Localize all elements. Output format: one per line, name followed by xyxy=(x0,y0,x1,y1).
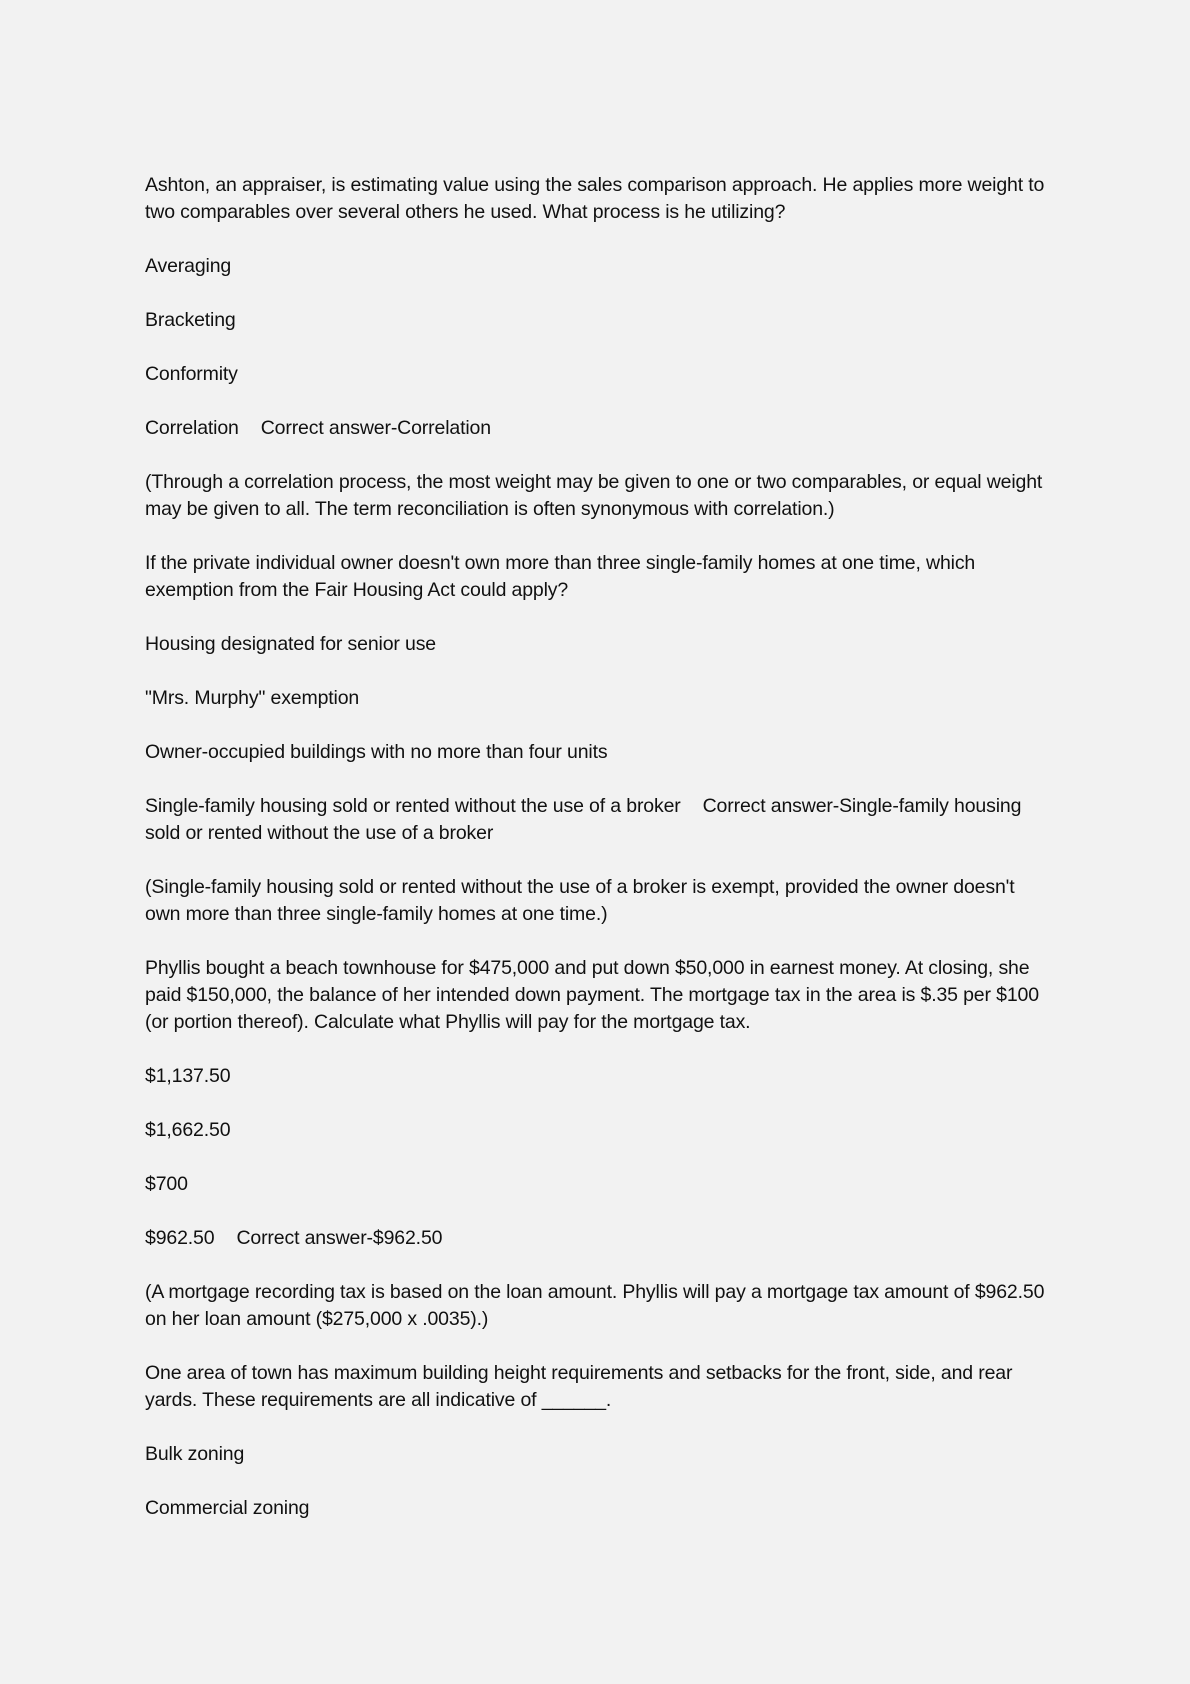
answer-option: Owner-occupied buildings with no more than four units xyxy=(145,741,608,763)
answer-option-text: $962.50 xyxy=(145,1227,215,1249)
answer-option: $700 xyxy=(145,1173,188,1195)
correct-answer-text: Correct answer-Single-family housing sold or rented without the use of a broker xyxy=(145,795,1022,844)
answer-option-text: Single-family housing sold or rented without the use of a broker xyxy=(145,795,681,817)
explanation-text: (Single-family housing sold or rented without the use of a broker is exempt, provided the owner doesn't own more than three single-family homes at one time.) xyxy=(145,876,1015,925)
answer-option: Conformity xyxy=(145,363,238,385)
question-text: One area of town has maximum building height requirements and setbacks for the front, side, and rear yards. These requirements are all indicative of ______. xyxy=(145,1362,1013,1411)
answer-option: Housing designated for senior use xyxy=(145,633,436,655)
correct-answer-line xyxy=(145,415,1045,442)
correct-answer-line xyxy=(145,1225,1045,1252)
question-text: Ashton, an appraiser, is estimating value using the sales comparison approach. He applies more weight to two comparables over several others he used. What process is he utilizing? xyxy=(145,174,1045,223)
answer-option: "Mrs. Murphy" exemption xyxy=(145,687,360,709)
answer-option: Commercial zoning xyxy=(145,1497,310,1519)
answer-option-text: Correlation xyxy=(145,417,239,439)
answer-option: $1,137.50 xyxy=(145,1065,231,1087)
correct-answer-text: Correct answer-$962.50 xyxy=(236,1227,443,1249)
correct-answer-text: Correct answer-Correlation xyxy=(260,417,491,439)
document-content xyxy=(145,172,1045,1549)
explanation-text: (Through a correlation process, the most weight may be given to one or two comparables, or equal weight may be given to all. The term reconciliation is often synonymous with correlation.) xyxy=(145,471,1043,520)
answer-option: Bulk zoning xyxy=(145,1443,245,1465)
question-text: Phyllis bought a beach townhouse for $475,000 and put down $50,000 in earnest money. At closing, she paid $150,000, the balance of her intended down payment. The mortgage tax in the area is $.35 per $100 (or portion thereof). Calculate what Phyllis will pay for the mortgage tax. xyxy=(145,957,1039,1033)
correct-answer-line xyxy=(145,793,1045,847)
explanation-text: (A mortgage recording tax is based on the loan amount. Phyllis will pay a mortgage tax amount of $962.50 on her loan amount ($275,000 x .0035).) xyxy=(145,1281,1045,1330)
answer-option: Bracketing xyxy=(145,309,236,331)
answer-option: Averaging xyxy=(145,255,232,277)
answer-option: $1,662.50 xyxy=(145,1119,231,1141)
question-text: If the private individual owner doesn't own more than three single-family homes at one time, which exemption from the Fair Housing Act could apply? xyxy=(145,552,976,601)
